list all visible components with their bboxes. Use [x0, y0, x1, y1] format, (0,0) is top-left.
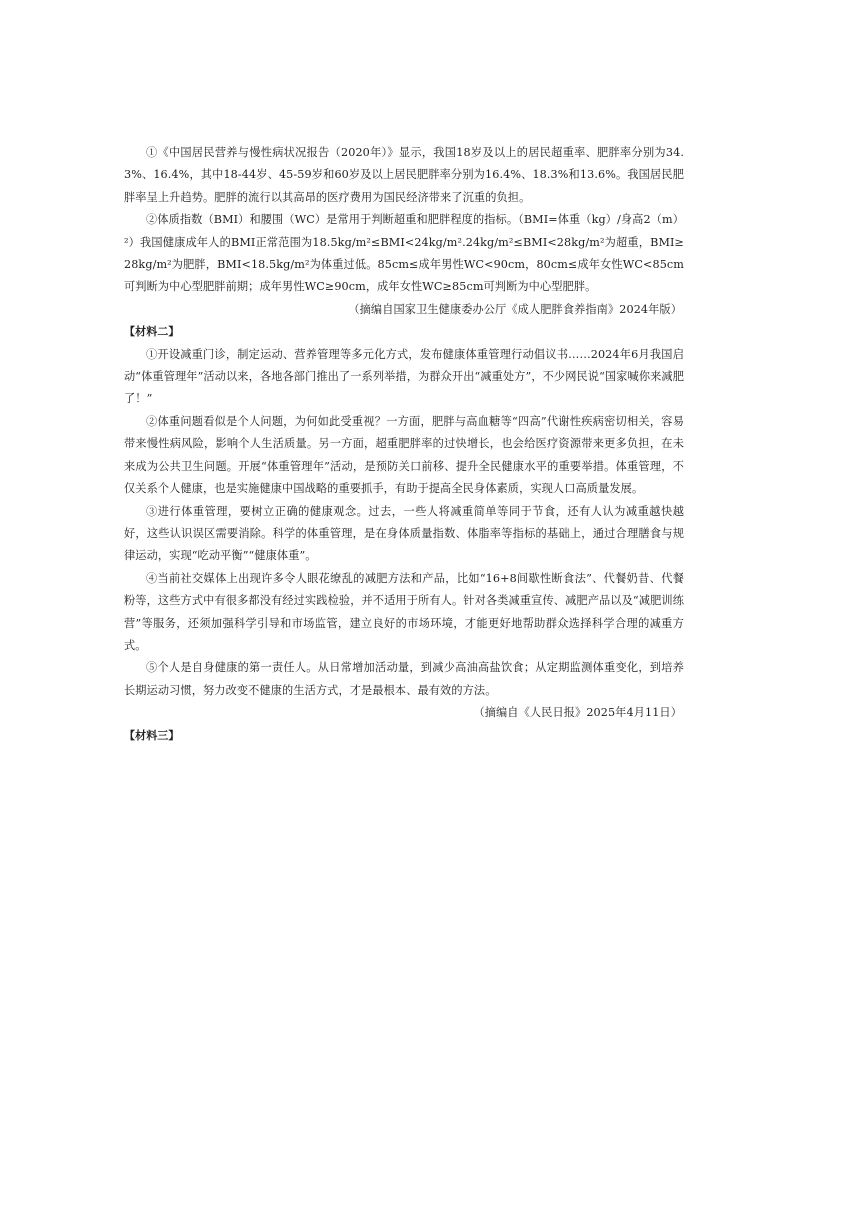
- material-two-heading: 【材料二】: [124, 325, 180, 339]
- material-one-source: （摘编自国家卫生健康委办公厅《成人肥胖食养指南》2024年版）: [348, 302, 682, 316]
- material-two-paragraph-2: ②体重问题看似是个人问题，为何如此受重视？一方面，肥胖与高血糖等“四高”代谢性疾病密切相关，容易带来慢性病风险，影响个人生活质量。另一方面，超重肥胖率的过快增长，也会给医疗资源带来更多负担，在未来成为公共卫生问题。开展“体重管理年”活动，是预防关口前移、提升全民健康水平的重要举措。体重管理，不仅关系个人健康，也是实施健康中国战略的重要抓手，有助于提高全民身体素质，实现人口高质量发展。: [124, 414, 684, 496]
- material-two-paragraph-3: ③进行体重管理，要树立正确的健康观念。过去，一些人将减重简单等同于节食，还有人认为减重越快越好，这些认识误区需要消除。科学的体重管理，是在身体质量指数、体脂率等指标的基础上，通过合理膳食与规律运动，实现“吃动平衡”“健康体重”。: [124, 504, 684, 563]
- document-page: [124, 142, 684, 747]
- material-one-paragraph-2: ②体质指数（BMI）和腰围（WC）是常用于判断超重和肥胖程度的指标。（BMI=体重（kg）/身高2（m）²）我国健康成年人的BMI正常范围为18.5kg/m²≤BMI<24kg/m².24kg/m²≤BMI<28kg/m²为超重，BMI≥28kg/m²为肥胖，BMI<18.5kg/m²为体重过低。85cm≤成年男性WC<90cm，80cm≤成年女性WC<85cm可判断为中心型肥胖前期；成年男性WC≥90cm，成年女性WC≥85cm可判断为中心型肥胖。: [124, 213, 684, 294]
- material-one-paragraph-1: ①《中国居民营养与慢性病状况报告（2020年）》显示，我国18岁及以上的居民超重率、肥胖率分别为34.3%、16.4%，其中18-44岁、45-59岁和60岁及以上居民肥胖率分别为16.4%、18.3%和13.6%。我国居民肥胖率呈上升趋势。肥胖的流行以其高昂的医疗费用为国民经济带来了沉重的负担。: [124, 146, 684, 204]
- material-two-paragraph-1: ①开设减重门诊，制定运动、营养管理等多元化方式，发布健康体重管理行动倡议书……2024年6月我国启动“体重管理年”活动以来，各地各部门推出了一系列举措，为群众开出“减重处方”，不少网民说“国家喊你来减肥了！”: [124, 347, 684, 406]
- material-three-heading: 【材料三】: [124, 728, 180, 742]
- material-two-source: （摘编自《人民日报》2025年4月11日）: [473, 706, 682, 720]
- material-two-paragraph-4: ④当前社交媒体上出现许多令人眼花缭乱的减肥方法和产品，比如“16+8间歇性断食法”、代餐奶昔、代餐粉等，这些方式中有很多都没有经过实践检验，并不适用于所有人。针对各类减重宣传、减肥产品以及“减肥训练营”等服务，还须加强科学引导和市场监管，建立良好的市场环境，才能更好地帮助群众选择科学合理的减重方式。: [124, 571, 684, 652]
- material-two-paragraph-5: ⑤个人是自身健康的第一责任人。从日常增加活动量，到减少高油高盐饮食；从定期监测体重变化，到培养长期运动习惯，努力改变不健康的生活方式，才是最根本、最有效的方法。: [124, 661, 684, 697]
